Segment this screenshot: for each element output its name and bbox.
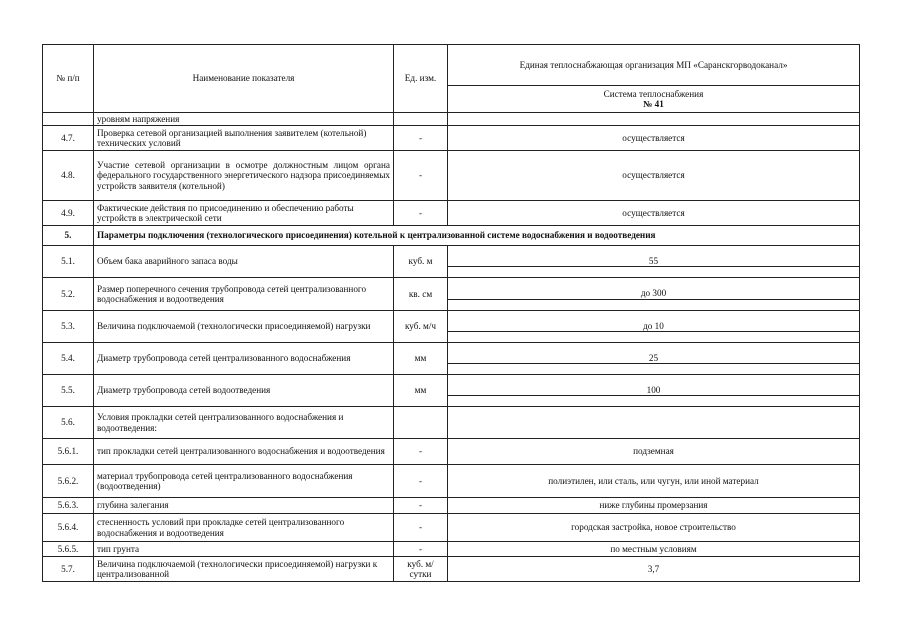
row-unit: мм <box>394 343 448 375</box>
table-row <box>43 278 860 311</box>
row-value: ниже глубины промерзания <box>448 498 860 514</box>
row-value: до 300 <box>448 288 859 300</box>
row-value: по местным условиям <box>448 542 860 557</box>
row-unit: - <box>394 465 448 498</box>
row-unit: кв. см <box>394 278 448 311</box>
row-name: Проверка сетевой организацией выполнения заявителем (котельной) технических условий <box>94 126 394 151</box>
section-num: 5. <box>43 226 94 246</box>
header-system <box>448 86 860 113</box>
row-value <box>448 113 860 126</box>
indicators-table <box>42 44 860 582</box>
row-unit: - <box>394 439 448 465</box>
row-num: 4.7. <box>43 126 94 151</box>
row-num: 5.4. <box>43 343 94 375</box>
table-row <box>43 151 860 201</box>
table-row <box>43 246 860 278</box>
row-name: Размер поперечного сечения трубопровода сетей централизованного водоснабжения и водоотведения <box>94 278 394 311</box>
row-num: 5.1. <box>43 246 94 278</box>
row-value-cell <box>448 246 860 278</box>
row-value: осуществляется <box>448 126 860 151</box>
row-unit <box>394 113 448 126</box>
row-unit: мм <box>394 375 448 407</box>
row-value: осуществляется <box>448 201 860 226</box>
row-unit: - <box>394 542 448 557</box>
row-value: осуществляется <box>448 151 860 201</box>
header-unit: Ед. изм. <box>394 45 448 113</box>
row-value <box>448 407 860 439</box>
row-value: 25 <box>448 353 859 365</box>
row-name: Фактические действия по присоединению и обеспечению работы устройств в электрической сети <box>94 201 394 226</box>
row-value-cell <box>448 375 860 407</box>
row-name: стесненность условий при прокладке сетей централизованного водоснабжения и водоотведения <box>94 514 394 542</box>
row-num: 5.6.3. <box>43 498 94 514</box>
row-unit: - <box>394 151 448 201</box>
row-num: 5.6.4. <box>43 514 94 542</box>
row-name: тип прокладки сетей централизованного водоснабжения и водоотведения <box>94 439 394 465</box>
row-name: материал трубопровода сетей централизованного водоснабжения (водоотведения) <box>94 465 394 498</box>
row-name: Диаметр трубопровода сетей централизованного водоснабжения <box>94 343 394 375</box>
row-name: Условия прокладки сетей централизованного водоснабжения и водоотведения: <box>94 407 394 439</box>
table-row <box>43 514 860 542</box>
row-unit: - <box>394 126 448 151</box>
table-row <box>43 407 860 439</box>
header-system-label: Система теплоснабжения <box>603 88 704 99</box>
row-num: 5.2. <box>43 278 94 311</box>
row-num: 5.6. <box>43 407 94 439</box>
row-num: 5.7. <box>43 557 94 582</box>
row-name: глубина залегания <box>94 498 394 514</box>
section-row <box>43 226 860 246</box>
row-value-cell <box>448 343 860 375</box>
header-system-number: № 41 <box>643 99 664 109</box>
row-name: Диаметр трубопровода сетей водоотведения <box>94 375 394 407</box>
table-row <box>43 557 860 582</box>
table-row <box>43 465 860 498</box>
row-value-cell <box>448 311 860 343</box>
row-name: Величина подключаемой (технологически присоединяемой) нагрузки к централизованной <box>94 557 394 582</box>
row-unit: куб. м <box>394 246 448 278</box>
row-num: 5.6.2. <box>43 465 94 498</box>
row-num: 4.8. <box>43 151 94 201</box>
row-unit <box>394 407 448 439</box>
row-unit: - <box>394 514 448 542</box>
table-row <box>43 201 860 226</box>
table-row <box>43 498 860 514</box>
row-unit: - <box>394 201 448 226</box>
row-name: уровням напряжения <box>94 113 394 126</box>
row-value: городская застройка, новое строительство <box>448 514 860 542</box>
table-row <box>43 126 860 151</box>
table-row <box>43 542 860 557</box>
section-title: Параметры подключения (технологического присоединения) котельной к централизованной системе водоснабжения и водоотведения <box>94 226 860 246</box>
table-row <box>43 439 860 465</box>
table-row <box>43 311 860 343</box>
header-num: № п/п <box>43 45 94 113</box>
row-value: 55 <box>448 256 859 268</box>
row-unit: - <box>394 498 448 514</box>
header-org: Единая теплоснабжающая организация МП «Саранскгорводоканал» <box>448 45 860 86</box>
row-num: 5.6.5. <box>43 542 94 557</box>
row-num <box>43 113 94 126</box>
header-name: Наименование показателя <box>94 45 394 113</box>
row-name: Величина подключаемой (технологически присоединяемой) нагрузки <box>94 311 394 343</box>
row-name: Участие сетевой организации в осмотре должностным лицом органа федерального государственного энергетического надзора присоединяемых устройств заявителя (котельной) <box>94 151 394 201</box>
table-row <box>43 113 860 126</box>
row-value: 3,7 <box>448 557 860 582</box>
row-unit: куб. м/сутки <box>394 557 448 582</box>
row-unit: куб. м/ч <box>394 311 448 343</box>
row-num: 5.6.1. <box>43 439 94 465</box>
table-row <box>43 343 860 375</box>
row-num: 5.5. <box>43 375 94 407</box>
row-value: подземная <box>448 439 860 465</box>
row-value-cell <box>448 278 860 311</box>
table-row <box>43 375 860 407</box>
row-name: тип грунта <box>94 542 394 557</box>
row-num: 4.9. <box>43 201 94 226</box>
row-value: полиэтилен, или сталь, или чугун, или иной материал <box>448 465 860 498</box>
row-value: до 10 <box>448 321 859 333</box>
row-name: Объем бака аварийного запаса воды <box>94 246 394 278</box>
row-num: 5.3. <box>43 311 94 343</box>
row-value: 100 <box>448 385 859 397</box>
